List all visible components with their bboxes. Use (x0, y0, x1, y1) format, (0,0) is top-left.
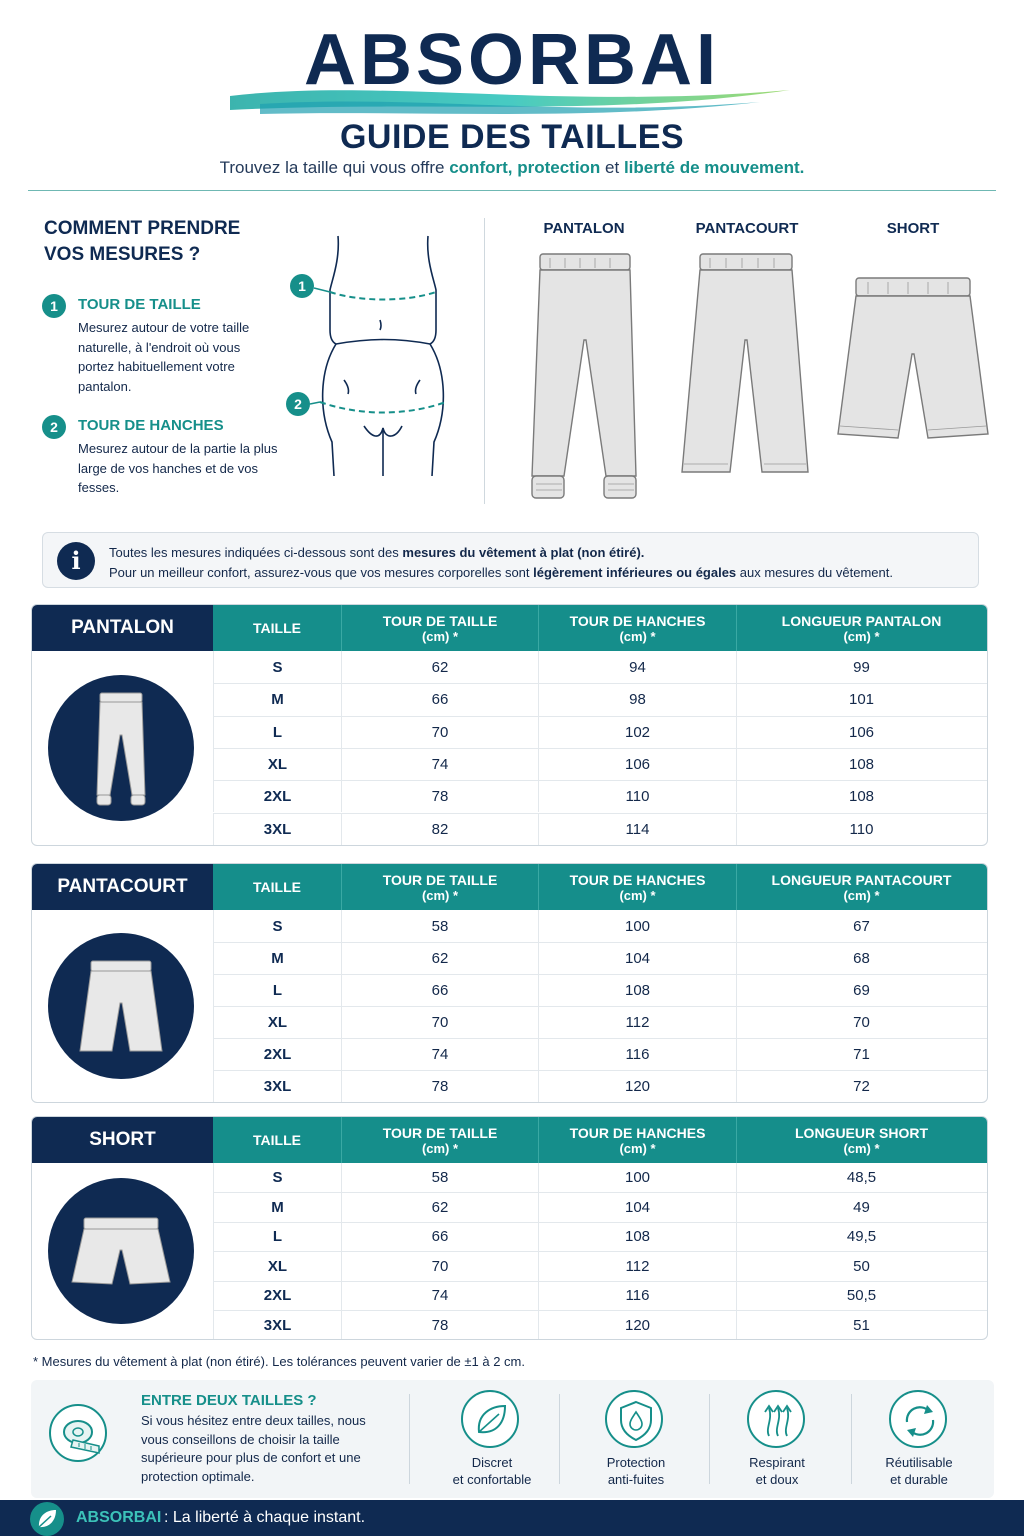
table-header-row (213, 1117, 987, 1163)
how-to-measure-title: COMMENT PRENDRE VOS MESURES ? (44, 218, 241, 265)
measure-cell: 74 (341, 749, 538, 780)
size-cell: S (213, 910, 341, 942)
measure-cell: 112 (538, 1252, 736, 1280)
step-title: TOUR DE TAILLE (78, 296, 201, 313)
table-row (213, 1310, 987, 1339)
step-desc: Mesurez autour de la partie la plus large de vos hanches et de vos fesses. (78, 441, 278, 495)
measure-cell: 112 (538, 1007, 736, 1038)
measure-cell: 68 (736, 943, 986, 974)
measure-cell: 100 (538, 1163, 736, 1192)
garment-thumbnail (48, 1178, 194, 1324)
garment-thumbnail (48, 933, 194, 1079)
measure-cell: 108 (736, 749, 986, 780)
info-box (42, 532, 979, 588)
measure-cell: 70 (341, 717, 538, 748)
column-header: TOUR DE HANCHES (cm) * (538, 864, 736, 910)
size-cell: M (213, 1193, 341, 1221)
measure-cell: 106 (736, 717, 986, 748)
size-cell: 2XL (213, 1039, 341, 1070)
table-row (213, 1006, 987, 1038)
table-row (213, 1222, 987, 1251)
table-garment-label: PANTACOURT (32, 864, 213, 910)
measure-cell: 51 (736, 1311, 986, 1339)
shield-drop-icon (605, 1390, 663, 1448)
size-cell: XL (213, 749, 341, 780)
table-row (213, 910, 987, 942)
page-subtitle: Trouvez la taille qui vous offre confort, protection et liberté de mouvement. (219, 158, 805, 177)
size-table-short (31, 1116, 988, 1340)
table-row (213, 683, 987, 715)
svg-text:2: 2 (294, 396, 302, 412)
column-header: TOUR DE TAILLE (cm) * (341, 864, 538, 910)
measure-cell: 62 (341, 943, 538, 974)
recycle-icon (889, 1390, 947, 1448)
measure-cell: 48,5 (736, 1163, 986, 1192)
measure-cell: 94 (538, 651, 736, 683)
measure-cell: 82 (341, 814, 538, 845)
footnote: * Mesures du vêtement à plat (non étiré). Les tolérances peuvent varier de ±1 à 2 cm. (33, 1354, 526, 1369)
measure-cell: 98 (538, 684, 736, 715)
table-header-row (213, 605, 987, 651)
table-row (213, 716, 987, 748)
column-header: TOUR DE HANCHES (cm) * (538, 605, 736, 651)
body-measure-illustration (280, 230, 470, 480)
column-header: TOUR DE TAILLE (cm) * (341, 605, 538, 651)
table-row (213, 1281, 987, 1310)
table-row (213, 748, 987, 780)
measure-cell: 106 (538, 749, 736, 780)
table-header-row (213, 864, 987, 910)
measure-cell: 50 (736, 1252, 986, 1280)
garment-label-short: SHORT (886, 220, 940, 237)
measure-cell: 120 (538, 1311, 736, 1339)
short-illustration (832, 274, 994, 444)
step-hips (42, 415, 282, 505)
column-header: LONGUEUR PANTALON (cm) * (736, 605, 986, 651)
logo-text: ABSORBAI (303, 20, 721, 100)
absorbai-logo (0, 18, 1024, 128)
size-cell: M (213, 684, 341, 715)
garment-thumbnail (48, 675, 194, 821)
measure-cell: 104 (538, 943, 736, 974)
measure-cell: 70 (341, 1007, 538, 1038)
feature-divider (409, 1394, 410, 1484)
size-cell: S (213, 651, 341, 683)
measure-cell: 49 (736, 1193, 986, 1221)
table-row (213, 1163, 987, 1192)
table-garment-label: PANTALON (32, 605, 213, 651)
table-row (213, 1038, 987, 1070)
size-cell: L (213, 1223, 341, 1251)
column-header: TOUR DE HANCHES (cm) * (538, 1117, 736, 1163)
feature-label: Protection anti-fuites (606, 1455, 666, 1487)
measure-cell: 108 (736, 781, 986, 812)
size-cell: 3XL (213, 1311, 341, 1339)
measure-cell: 120 (538, 1071, 736, 1102)
column-header: TAILLE (253, 879, 301, 895)
size-cell: L (213, 975, 341, 1006)
leaf-icon (461, 1390, 519, 1448)
step-title: TOUR DE HANCHES (78, 417, 224, 434)
header-divider (28, 190, 996, 191)
measure-cell: 116 (538, 1282, 736, 1310)
table-row (213, 1070, 987, 1102)
measure-cell: 66 (341, 975, 538, 1006)
step-desc: Mesurez autour de votre taille naturelle, à l'endroit où vous portez habituellement votre pantalon. (78, 320, 250, 394)
measure-cell: 67 (736, 910, 986, 942)
measure-cell: 74 (341, 1282, 538, 1310)
table-row (213, 1251, 987, 1280)
size-cell: 3XL (213, 814, 341, 845)
measure-cell: 78 (341, 781, 538, 812)
size-cell: S (213, 1163, 341, 1192)
measure-cell: 50,5 (736, 1282, 986, 1310)
measure-cell: 58 (341, 1163, 538, 1192)
airflow-icon (747, 1390, 805, 1448)
measure-cell: 70 (341, 1252, 538, 1280)
between-sizes-title: ENTRE DEUX TAILLES ? (141, 1392, 317, 1409)
column-header: TOUR DE TAILLE (cm) * (341, 1117, 538, 1163)
measure-cell: 99 (736, 651, 986, 683)
table-row (213, 813, 987, 845)
column-header: TAILLE (253, 1132, 301, 1148)
footer-brand: ABSORBAI (76, 1509, 162, 1526)
page-title: GUIDE DES TAILLES (339, 118, 685, 156)
measure-cell: 108 (538, 975, 736, 1006)
leaf-icon (30, 1502, 64, 1536)
measure-cell: 78 (341, 1311, 538, 1339)
table-row (213, 974, 987, 1006)
table-row (213, 651, 987, 683)
size-cell: M (213, 943, 341, 974)
measure-cell: 62 (341, 651, 538, 683)
step-number: 1 (42, 294, 66, 318)
measure-cell: 71 (736, 1039, 986, 1070)
footer-tagline: : La liberté à chaque instant. (164, 1509, 366, 1526)
measure-cell: 102 (538, 717, 736, 748)
measure-cell: 100 (538, 910, 736, 942)
measure-cell: 110 (736, 814, 986, 845)
measure-cell: 78 (341, 1071, 538, 1102)
column-header: LONGUEUR SHORT (cm) * (736, 1117, 986, 1163)
pantalon-thumbnail-icon (48, 675, 194, 821)
feature-label: Discret et confortable (452, 1455, 532, 1487)
measure-cell: 49,5 (736, 1223, 986, 1251)
measure-cell: 66 (341, 1223, 538, 1251)
table-row (213, 942, 987, 974)
feature-label: Respirant et doux (749, 1455, 805, 1487)
svg-text:1: 1 (298, 278, 306, 294)
step-waist (42, 294, 282, 394)
measure-cell: 116 (538, 1039, 736, 1070)
column-header: LONGUEUR PANTACOURT (cm) * (736, 864, 986, 910)
size-cell: XL (213, 1252, 341, 1280)
measure-cell: 69 (736, 975, 986, 1006)
footer-bar (0, 1500, 1024, 1536)
garment-label-pantacourt: PANTACOURT (695, 220, 799, 237)
short-thumbnail-icon (48, 1178, 194, 1324)
step-number: 2 (42, 415, 66, 439)
measure-cell: 114 (538, 814, 736, 845)
measure-cell: 70 (736, 1007, 986, 1038)
measure-cell: 101 (736, 684, 986, 715)
pantacourt-thumbnail-icon (48, 933, 194, 1079)
measure-cell: 108 (538, 1223, 736, 1251)
table-garment-label: SHORT (32, 1117, 213, 1163)
section-divider (484, 218, 485, 504)
feature-label: Réutilisable et durable (885, 1455, 953, 1487)
info-icon: i (57, 542, 95, 580)
size-cell: L (213, 717, 341, 748)
table-row (213, 780, 987, 812)
size-cell: 2XL (213, 1282, 341, 1310)
measure-cell: 104 (538, 1193, 736, 1221)
size-cell: 2XL (213, 781, 341, 812)
measuring-tape-icon (49, 1404, 107, 1462)
info-text: Toutes les mesures indiquées ci-dessous sont des mesures du vêtement à plat (non étiré). Pour un meilleur confort, assurez-vous que vos mesures corporelles sont légèrement inférieures ou égales aux mesures du vêtement. (109, 545, 893, 580)
features-band (31, 1380, 994, 1498)
column-header: TAILLE (253, 620, 301, 636)
size-table-pantalon (31, 604, 988, 846)
pantalon-illustration (520, 250, 650, 506)
pantacourt-illustration (676, 250, 816, 480)
size-cell: XL (213, 1007, 341, 1038)
size-table-pantacourt (31, 863, 988, 1103)
measure-cell: 62 (341, 1193, 538, 1221)
measure-cell: 74 (341, 1039, 538, 1070)
measure-cell: 66 (341, 684, 538, 715)
garment-label-pantalon: PANTALON (543, 220, 625, 237)
measure-cell: 110 (538, 781, 736, 812)
between-sizes-desc: Si vous hésitez entre deux tailles, nous vous conseillons de choisir la taille supérieure pour plus de confort et une protection optimale. (141, 1413, 366, 1484)
table-row (213, 1192, 987, 1221)
measure-cell: 58 (341, 910, 538, 942)
size-cell: 3XL (213, 1071, 341, 1102)
measure-cell: 72 (736, 1071, 986, 1102)
